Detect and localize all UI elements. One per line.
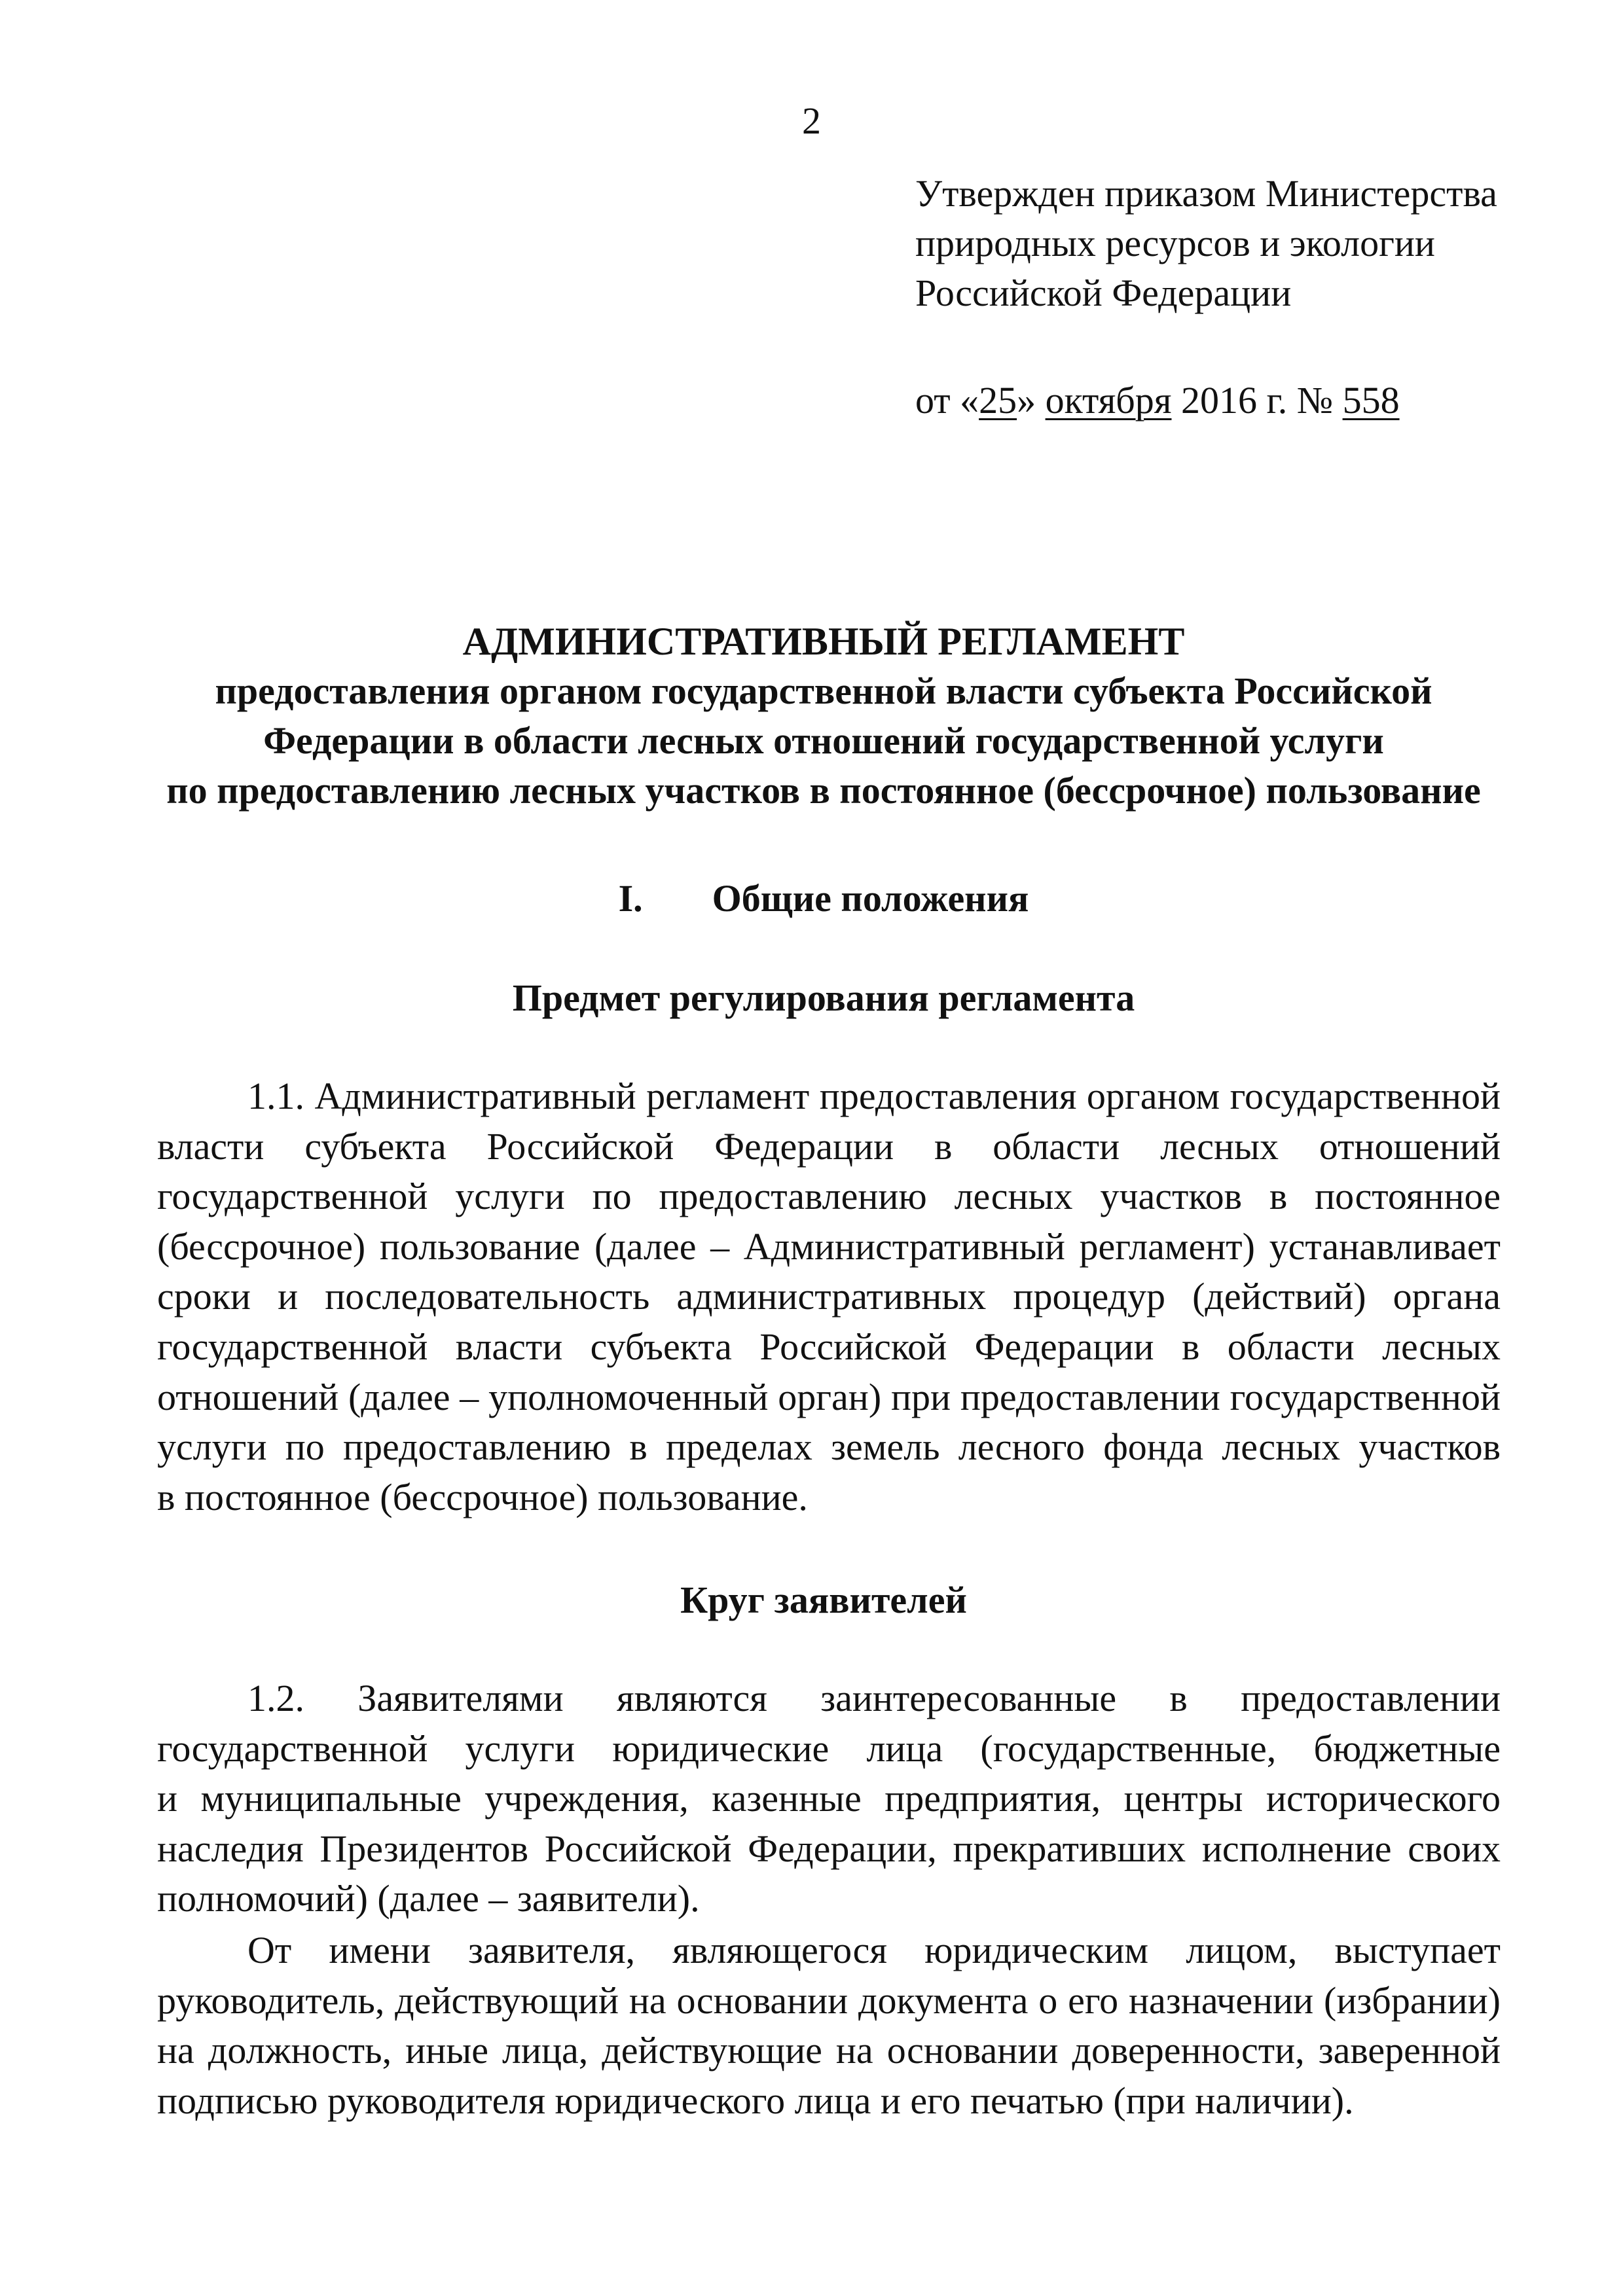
- paragraph-line: наследия Президентов Российской Федерации, прекративших исполнение своих: [157, 1827, 1501, 1870]
- date-year: 2016 г. №: [1171, 379, 1343, 422]
- paragraph-line: подписью руководителя юридического лица и его печатью (при наличии).: [157, 2079, 1354, 2122]
- subject-heading: Предмет регулирования регламента: [512, 977, 1135, 1019]
- paragraph-1-2: [157, 1674, 1501, 1924]
- paragraph-line: полномочий) (далее – заявители).: [157, 1877, 700, 1920]
- section-title: Общие положения: [712, 877, 1029, 920]
- paragraph-line: сроки и последовательность административных процедур (действий) органа: [157, 1275, 1501, 1318]
- section-number: I.: [618, 877, 643, 920]
- approval-line: Российской Федерации: [915, 272, 1292, 314]
- date-month: октября: [1045, 379, 1172, 422]
- paragraph-line: От имени заявителя, являющегося юридическим лицом, выступает: [247, 1929, 1501, 1971]
- title-main: АДМИНИСТРАТИВНЫЙ РЕГЛАМЕНТ: [462, 620, 1185, 663]
- approval-stamp: [915, 169, 1570, 425]
- paragraph-line: власти субъекта Российской Федерации в области лесных отношений: [157, 1124, 1501, 1168]
- date-day: 25: [979, 379, 1017, 422]
- paragraph-representative: [157, 1926, 1501, 2126]
- paragraph-1-1: [157, 1071, 1501, 1522]
- paragraph-line: руководитель, действующий на основании документа о его назначении (избрании): [157, 1979, 1501, 2022]
- paragraph-line: и муниципальные учреждения, казенные предприятия, центры исторического: [157, 1777, 1501, 1820]
- approval-line: Утвержден приказом Министерства: [915, 172, 1497, 215]
- paragraph-line: в постоянное (бессрочное) пользование.: [157, 1475, 808, 1518]
- paragraph-line: 1.2. Заявителями являются заинтересованные в предоставлении: [247, 1677, 1501, 1719]
- paragraph-line: государственной услуги по предоставлению лесных участков в постоянное: [157, 1175, 1501, 1218]
- order-number: 558: [1342, 379, 1400, 422]
- section-heading-general: [156, 874, 1491, 924]
- document-title: [156, 617, 1491, 816]
- title-subline: Федерации в области лесных отношений государственной услуги: [263, 719, 1384, 762]
- paragraph-line: услуги по предоставлению в пределах земель лесного фонда лесных участков: [157, 1426, 1501, 1469]
- title-subline: предоставления органом государственной власти субъекта Российской: [215, 670, 1432, 712]
- approval-date: [915, 376, 1570, 425]
- date-prefix: от «: [915, 379, 979, 422]
- date-separator: »: [1017, 379, 1046, 422]
- title-subline: по предоставлению лесных участков в постоянное (бессрочное) пользование: [166, 769, 1481, 812]
- approval-line: природных ресурсов и экологии: [915, 222, 1435, 264]
- applicants-heading: Круг заявителей: [680, 1579, 967, 1621]
- paragraph-line: государственной услуги юридические лица (государственные, бюджетные: [157, 1727, 1501, 1770]
- paragraph-line: на должность, иные лица, действующие на основании доверенности, заверенной: [157, 2029, 1501, 2072]
- paragraph-line: (бессрочное) пользование (далее – Административный регламент) устанавливает: [157, 1225, 1501, 1268]
- paragraph-line: государственной власти субъекта Российской Федерации в области лесных: [157, 1325, 1501, 1368]
- paragraph-line: 1.1. Административный регламент предоставления органом государственной: [247, 1075, 1501, 1117]
- page-number: 2: [802, 99, 821, 142]
- paragraph-line: отношений (далее – уполномоченный орган) при предоставлении государственной: [157, 1375, 1501, 1418]
